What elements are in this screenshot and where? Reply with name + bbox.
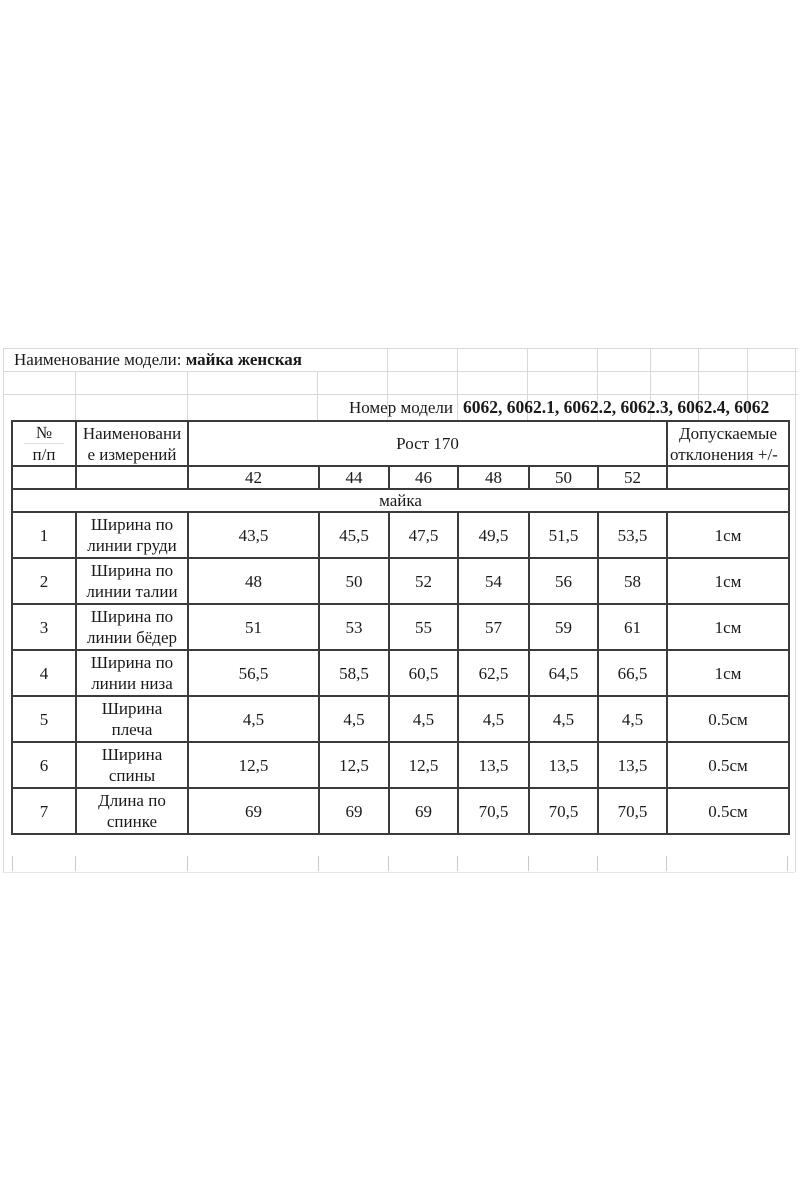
- value-cell: 4,5: [529, 696, 598, 742]
- header-measurement-line1: Наименовани: [82, 423, 182, 443]
- value-cell: 13,5: [529, 742, 598, 788]
- measurement-name-line1: Ширина: [101, 745, 163, 764]
- header-tolerance-line1: Допускаемые: [678, 423, 778, 443]
- tolerance-cell: 1см: [667, 512, 789, 558]
- tolerance-cell: 1см: [667, 650, 789, 696]
- value-cell: 64,5: [529, 650, 598, 696]
- measurement-name-cell: [76, 604, 188, 650]
- value-cell: 4,5: [188, 696, 319, 742]
- measurement-name-line1: Ширина по: [90, 653, 174, 672]
- value-cell: 13,5: [458, 742, 529, 788]
- tolerance-cell: 1см: [667, 558, 789, 604]
- measurement-name-line2: плеча: [111, 720, 153, 739]
- value-cell: 69: [188, 788, 319, 834]
- measurement-name-line1: Ширина по: [90, 515, 174, 534]
- row-number-cell: 4: [12, 650, 76, 696]
- value-cell: 45,5: [319, 512, 389, 558]
- model-number-value: 6062, 6062.1, 6062.2, 6062.3, 6062.4, 6062: [463, 397, 770, 417]
- value-cell: 53: [319, 604, 389, 650]
- value-cell: 50: [319, 558, 389, 604]
- value-cell: 56,5: [188, 650, 319, 696]
- gridline: [528, 856, 529, 871]
- measurement-name-line2: спины: [108, 766, 156, 785]
- measurement-name-line2: линии груди: [87, 536, 177, 555]
- value-cell: 43,5: [188, 512, 319, 558]
- size-col-header: 48: [458, 466, 529, 489]
- value-cell: 4,5: [389, 696, 458, 742]
- table-header-row: [12, 421, 789, 466]
- gridline: [666, 856, 667, 871]
- model-title-label: Наименование модели:: [14, 350, 186, 369]
- measurement-name-cell: [76, 788, 188, 834]
- value-cell: 4,5: [319, 696, 389, 742]
- measurement-name-line1: Длина по: [98, 791, 166, 810]
- value-cell: 58,5: [319, 650, 389, 696]
- table-row: [12, 650, 789, 696]
- gridline: [388, 856, 389, 871]
- measurement-name-cell: [76, 696, 188, 742]
- group-row: [12, 489, 789, 512]
- gridline: [12, 856, 13, 871]
- value-cell: 55: [389, 604, 458, 650]
- value-cell: 57: [458, 604, 529, 650]
- header-measurement-line2: е измерений: [87, 444, 177, 464]
- table-row: [12, 558, 789, 604]
- gridline: [187, 856, 188, 871]
- value-cell: 61: [598, 604, 667, 650]
- value-cell: 12,5: [188, 742, 319, 788]
- size-col-header: 50: [529, 466, 598, 489]
- measurement-name-line2: линии бёдер: [86, 628, 177, 647]
- model-number-label: Номер модели: [348, 398, 453, 417]
- tolerance-cell: 1см: [667, 604, 789, 650]
- tolerance-cell: 0.5см: [667, 742, 789, 788]
- measurement-name-line1: Ширина по: [90, 561, 174, 580]
- measurement-name-cell: [76, 742, 188, 788]
- gridline: [3, 371, 798, 372]
- value-cell: 4,5: [458, 696, 529, 742]
- row-number-cell: 2: [12, 558, 76, 604]
- measurement-name-line1: Ширина: [101, 699, 163, 718]
- row-number-cell: 5: [12, 696, 76, 742]
- row-number-cell: 1: [12, 512, 76, 558]
- gridline: [318, 856, 319, 871]
- group-label-cell: майка: [12, 489, 789, 512]
- measurement-name-line2: линии низа: [91, 674, 173, 693]
- value-cell: 12,5: [319, 742, 389, 788]
- size-col-header: 44: [319, 466, 389, 489]
- row-number-cell: 7: [12, 788, 76, 834]
- measurement-name-cell: [76, 558, 188, 604]
- value-cell: 62,5: [458, 650, 529, 696]
- value-cell: 13,5: [598, 742, 667, 788]
- gridline: [597, 856, 598, 871]
- gridline: [787, 856, 788, 871]
- table-row: [12, 696, 789, 742]
- gridline: [457, 856, 458, 871]
- header-tolerance-cell: [667, 421, 789, 466]
- model-title-value: майка женская: [185, 350, 302, 369]
- measurement-name-line2: линии талии: [86, 582, 178, 601]
- value-cell: 48: [188, 558, 319, 604]
- table-row: [12, 788, 789, 834]
- table-row: [12, 604, 789, 650]
- size-col-header: 42: [188, 466, 319, 489]
- value-cell: 69: [319, 788, 389, 834]
- row-number-cell: 6: [12, 742, 76, 788]
- size-col-header: 52: [598, 466, 667, 489]
- value-cell: 58: [598, 558, 667, 604]
- model-number-row: [0, 396, 800, 421]
- value-cell: 59: [529, 604, 598, 650]
- empty-cell: [12, 466, 76, 489]
- gridline: [3, 348, 4, 872]
- value-cell: 52: [389, 558, 458, 604]
- value-cell: 70,5: [458, 788, 529, 834]
- gridline: [795, 348, 796, 872]
- header-num-cell: [12, 421, 76, 466]
- header-measurement-cell: [76, 421, 188, 466]
- measurement-name-line1: Ширина по: [90, 607, 174, 626]
- value-cell: 51,5: [529, 512, 598, 558]
- value-cell: 47,5: [389, 512, 458, 558]
- measurement-name-cell: [76, 650, 188, 696]
- header-num-line1: №: [24, 422, 64, 444]
- tolerance-cell: 0.5см: [667, 788, 789, 834]
- table-row: [12, 512, 789, 558]
- model-title: [14, 350, 302, 371]
- empty-cell: [76, 466, 188, 489]
- table-row: [12, 742, 789, 788]
- value-cell: 70,5: [598, 788, 667, 834]
- value-cell: 56: [529, 558, 598, 604]
- gridline: [3, 394, 798, 395]
- value-cell: 54: [458, 558, 529, 604]
- empty-cell: [667, 466, 789, 489]
- sizes-row: [12, 466, 789, 489]
- gridline: [75, 856, 76, 871]
- measurement-name-cell: [76, 512, 188, 558]
- row-number-cell: 3: [12, 604, 76, 650]
- header-tolerance-line2: отклонения +/-: [670, 444, 778, 464]
- size-col-header: 46: [389, 466, 458, 489]
- value-cell: 69: [389, 788, 458, 834]
- value-cell: 70,5: [529, 788, 598, 834]
- size-chart-table: [11, 420, 790, 835]
- value-cell: 51: [188, 604, 319, 650]
- value-cell: 4,5: [598, 696, 667, 742]
- gridline: [3, 872, 795, 873]
- header-num-line2: п/п: [32, 445, 56, 464]
- value-cell: 66,5: [598, 650, 667, 696]
- gridline: [3, 348, 798, 349]
- value-cell: 60,5: [389, 650, 458, 696]
- value-cell: 53,5: [598, 512, 667, 558]
- value-cell: 12,5: [389, 742, 458, 788]
- value-cell: 49,5: [458, 512, 529, 558]
- tolerance-cell: 0.5см: [667, 696, 789, 742]
- measurement-name-line2: спинке: [106, 812, 158, 831]
- header-height-cell: Рост 170: [188, 421, 667, 466]
